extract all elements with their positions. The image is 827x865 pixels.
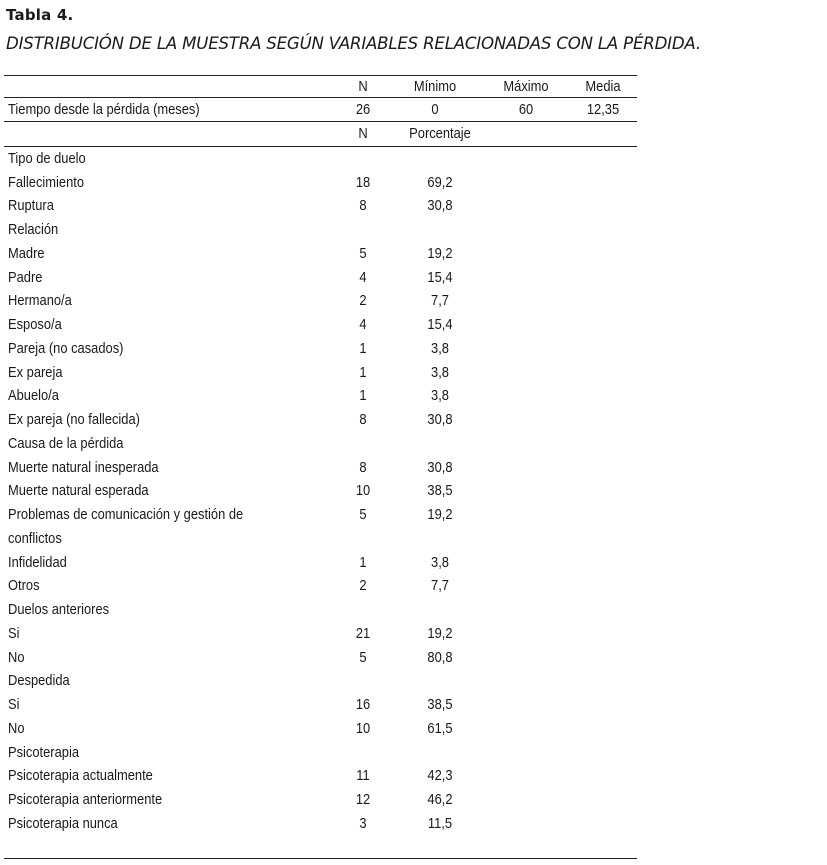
percent-header-rule xyxy=(4,146,637,147)
table-row-n: 11 xyxy=(356,767,370,784)
table-row-label: Muerte natural inesperada xyxy=(8,459,159,476)
table-row-label: Infidelidad xyxy=(8,554,67,571)
table-row-n: 21 xyxy=(355,625,371,642)
table-row-n: 5 xyxy=(359,506,367,523)
time-row-mean: 12,35 xyxy=(586,101,620,118)
table-row-n: 5 xyxy=(359,245,367,262)
table-row-n: 10 xyxy=(355,720,371,737)
table-row-percent: 30,8 xyxy=(427,411,453,428)
table-row-percent: 11,5 xyxy=(427,815,453,832)
table-row-label: Fallecimiento xyxy=(8,174,85,191)
table-row-label: Ex pareja xyxy=(8,364,63,381)
time-row-rule xyxy=(4,121,637,122)
table-row-percent: 38,5 xyxy=(427,696,453,713)
table-row-n: 2 xyxy=(359,292,367,309)
col-header-n-2: N xyxy=(358,125,368,142)
table-row-n: 10 xyxy=(355,482,371,499)
table-row-label: Si xyxy=(8,696,20,713)
table-row-percent: 7,7 xyxy=(431,577,449,594)
table-row-label: Causa de la pérdida xyxy=(8,435,124,452)
table-row-n: 16 xyxy=(355,696,371,713)
table-row-label: conflictos xyxy=(8,530,62,547)
table-row-label: Abuelo/a xyxy=(8,387,59,404)
table-number: Tabla 4. xyxy=(6,6,74,24)
table-row-n: 8 xyxy=(359,459,367,476)
time-row-max: 60 xyxy=(518,101,534,118)
table-row-label: Despedida xyxy=(8,672,70,689)
table-row-percent: 30,8 xyxy=(427,197,453,214)
table-row-label: Psicoterapia xyxy=(8,744,79,761)
table-row-label: Padre xyxy=(8,269,43,286)
table-row-label: Ruptura xyxy=(8,197,54,214)
table-row-percent: 30,8 xyxy=(427,459,453,476)
col-header-percent: Porcentaje xyxy=(409,125,471,142)
table-row-n: 3 xyxy=(359,815,367,832)
table-row-label: Ex pareja (no fallecida) xyxy=(8,411,140,428)
table-row-percent: 61,5 xyxy=(427,720,453,737)
table-caption: DISTRIBUCIÓN DE LA MUESTRA SEGÚN VARIABLES RELACIONADAS CON LA PÉRDIDA. xyxy=(6,34,701,53)
table-row-label: Hermano/a xyxy=(8,292,72,309)
table-row-label: Madre xyxy=(8,245,45,262)
table-row-n: 8 xyxy=(359,197,367,214)
table-row-n: 2 xyxy=(359,577,367,594)
table-row-label: Psicoterapia anteriormente xyxy=(8,791,163,808)
table-row-percent: 38,5 xyxy=(427,482,453,499)
table-row-percent: 15,4 xyxy=(427,316,453,333)
table-row-percent: 3,8 xyxy=(431,340,449,357)
table-row-percent: 3,8 xyxy=(431,554,449,571)
table-row-percent: 42,3 xyxy=(427,767,453,784)
header-rule xyxy=(4,97,637,98)
table-row-label: Relación xyxy=(8,221,59,238)
table-row-label: No xyxy=(8,649,25,666)
table-row-n: 4 xyxy=(359,269,367,286)
col-header-max: Máximo xyxy=(503,78,549,95)
table-row-label: No xyxy=(8,720,25,737)
table-row-label: Si xyxy=(8,625,20,642)
table-row-label: Psicoterapia nunca xyxy=(8,815,118,832)
table-row-label: Tipo de duelo xyxy=(8,150,86,167)
col-header-n: N xyxy=(358,78,368,95)
table-row-percent: 15,4 xyxy=(427,269,453,286)
table-row-n: 1 xyxy=(359,340,367,357)
time-row-min: 0 xyxy=(431,101,439,118)
table-row-n: 1 xyxy=(359,554,367,571)
table-row-n: 12 xyxy=(355,791,371,808)
table-row-percent: 7,7 xyxy=(431,292,449,309)
table-row-label: Otros xyxy=(8,577,40,594)
table-row-label: Esposo/a xyxy=(8,316,62,333)
table-row-n: 1 xyxy=(359,364,367,381)
time-row-label: Tiempo desde la pérdida (meses) xyxy=(8,101,200,118)
table-row-label: Muerte natural esperada xyxy=(8,482,149,499)
col-header-min: Mínimo xyxy=(413,78,457,95)
table-row-n: 4 xyxy=(359,316,367,333)
col-header-mean: Media xyxy=(585,78,621,95)
table-row-percent: 80,8 xyxy=(427,649,453,666)
table-row-percent: 46,2 xyxy=(427,791,453,808)
bottom-rule xyxy=(4,858,637,859)
table-row-n: 8 xyxy=(359,411,367,428)
table-row-percent: 19,2 xyxy=(427,506,453,523)
table-row-percent: 3,8 xyxy=(431,364,449,381)
table-row-label: Psicoterapia actualmente xyxy=(8,767,153,784)
table-row-percent: 69,2 xyxy=(427,174,453,191)
table-row-n: 18 xyxy=(355,174,371,191)
table-row-label: Problemas de comunicación y gestión de xyxy=(8,506,244,523)
table-row-n: 1 xyxy=(359,387,367,404)
table-row-percent: 19,2 xyxy=(427,245,453,262)
time-row-n: 26 xyxy=(355,101,371,118)
table-row-percent: 19,2 xyxy=(427,625,453,642)
table-row-percent: 3,8 xyxy=(431,387,449,404)
table-row-n: 5 xyxy=(359,649,367,666)
table-row-label: Duelos anteriores xyxy=(8,601,110,618)
table-row-label: Pareja (no casados) xyxy=(8,340,124,357)
